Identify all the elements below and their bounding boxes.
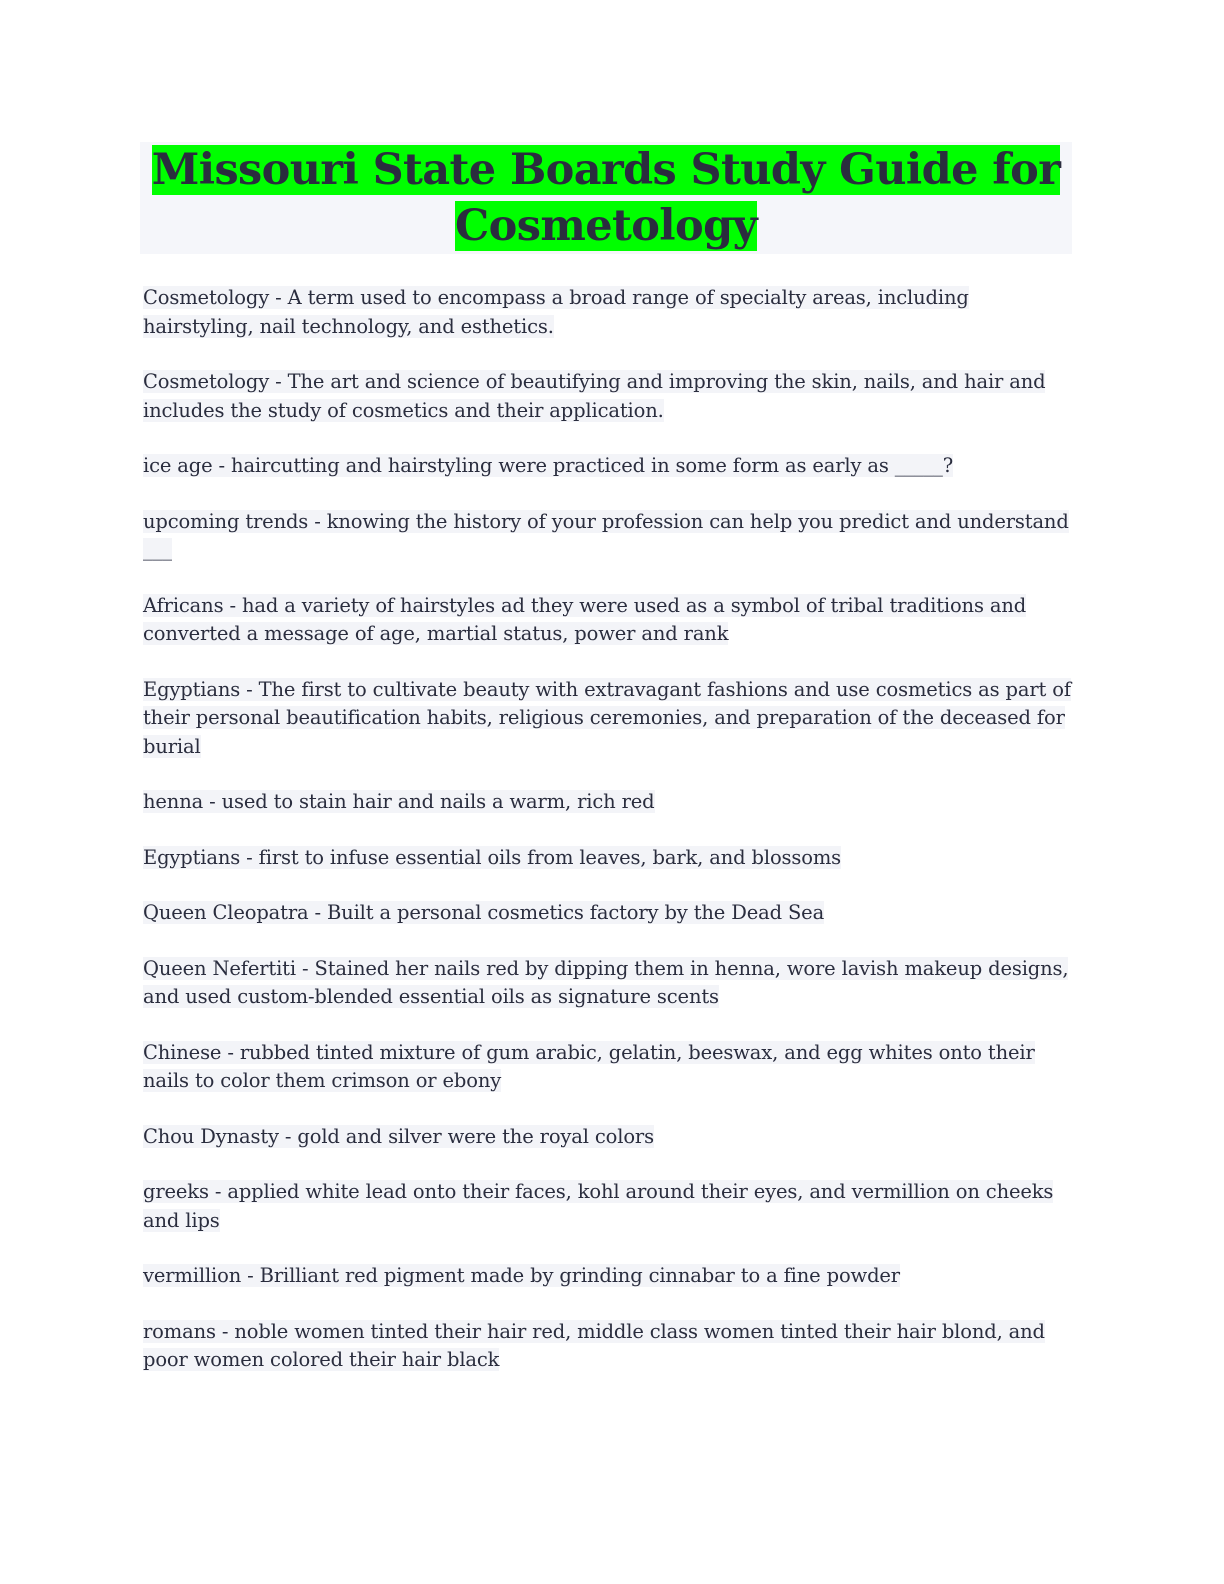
entry-item: henna - used to stain hair and nails a warm, rich red <box>143 790 655 813</box>
entry-item: Egyptians - The first to cultivate beauty with extravagant fashions and use cosmetics as part of their personal beautification habits, religious ceremonies, and preparation of the deceased for burial <box>143 677 1071 758</box>
entry-item: Chou Dynasty - gold and silver were the royal colors <box>143 1124 654 1148</box>
entry-item: Cosmetology - A term used to encompass a broad range of specialty areas, including hairstyling, nail technology, and esthetics. <box>143 286 969 338</box>
entry-item: upcoming trends - knowing the history of your profession can help you predict and understand ___ <box>143 509 1069 561</box>
entry-item: Queen Nefertiti - Stained her nails red by dipping them in henna, wore lavish makeup designs, and used custom-blended essential oils as signature scents <box>143 956 1069 1008</box>
entry-item: vermillion - Brilliant red pigment made by grinding cinnabar to a fine powder <box>143 1264 900 1287</box>
entry-item: Queen Cleopatra - Built a personal cosmetics factory by the Dead Sea <box>143 901 825 924</box>
entry-item: Africans - had a variety of hairstyles ad they were used as a symbol of tribal traditions and converted a message of age, martial status, power and rank <box>143 593 1027 645</box>
study-guide-entries <box>140 284 1072 1375</box>
entry-item: Cosmetology - The art and science of beautifying and improving the skin, nails, and hair and includes the study of cosmetics and their application. <box>143 370 1046 422</box>
entry-item: romans - noble women tinted their hair red, middle class women tinted their hair blond, and poor women colored their hair black <box>143 1319 1045 1371</box>
page-title-line-2: Cosmetology <box>455 201 757 251</box>
entry-item: greeks - applied white lead onto their faces, kohl around their eyes, and vermillion on cheeks and lips <box>143 1180 1054 1232</box>
entry-item: Chinese - rubbed tinted mixture of gum arabic, gelatin, beeswax, and egg whites onto their nails to color them crimson or ebony <box>143 1040 1035 1092</box>
title-block <box>140 142 1072 254</box>
entry-item: Egyptians - first to infuse essential oils from leaves, bark, and blossoms <box>143 845 842 869</box>
entry-item: ice age - haircutting and hairstyling were practiced in some form as early as _____? <box>143 454 954 477</box>
page-title-line-1: Missouri State Boards Study Guide for <box>151 145 1061 195</box>
document-page <box>140 142 1072 1402</box>
